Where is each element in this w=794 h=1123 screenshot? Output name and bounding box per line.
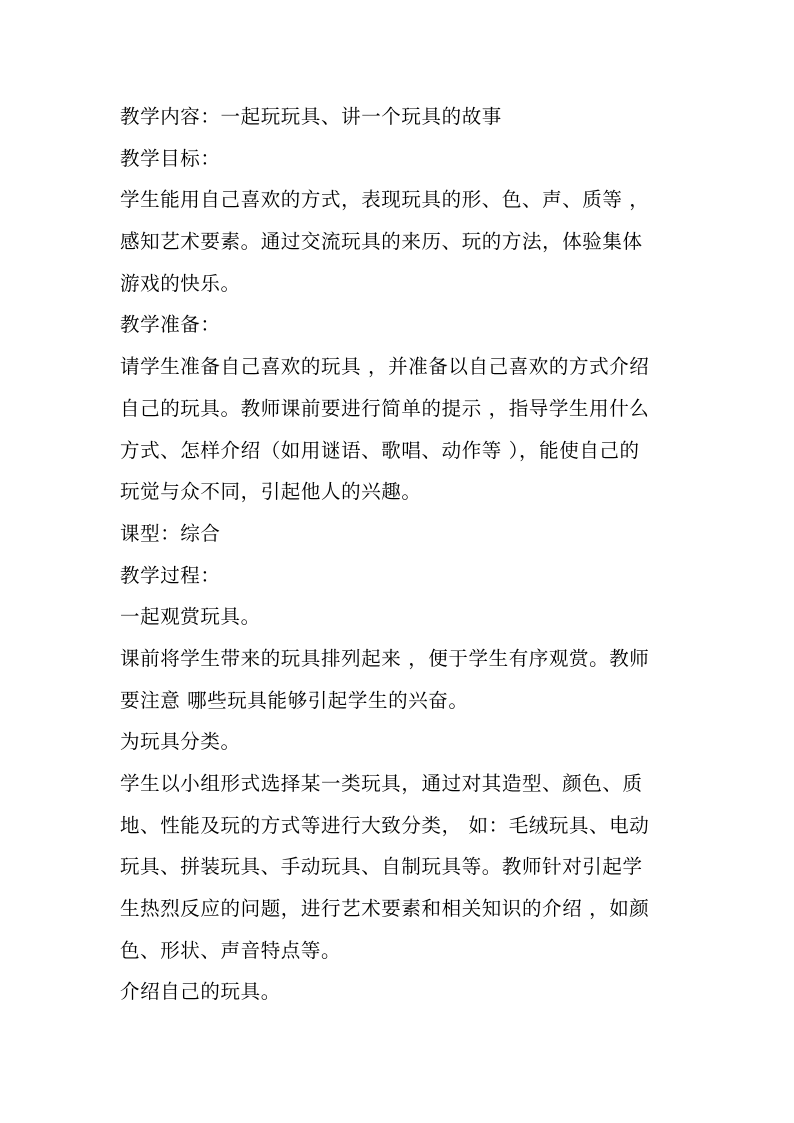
process-heading: 教学过程： bbox=[120, 563, 221, 587]
paragraph-line: 感知艺术要素。通过交流玩具的来历、玩的方法，体验集体 bbox=[120, 230, 643, 254]
objective-heading: 教学目标： bbox=[120, 146, 221, 170]
paragraph-line: 游戏的快乐。 bbox=[120, 271, 241, 295]
paragraph-line: 地、性能及玩的方式等进行大致分类， 如：毛绒玩具、电动 bbox=[120, 813, 650, 837]
paragraph-line: 课前将学生带来的玩具排列起来 ，便于学生有序观赏。教师 bbox=[120, 646, 650, 670]
paragraph-line: 要注意 哪些玩具能够引起学生的兴奋。 bbox=[120, 688, 469, 712]
paragraph-line: 方式、怎样介绍（如用谜语、歌唱、动作等 ），能使自己的 bbox=[120, 438, 640, 462]
lesson-type: 课型：综合 bbox=[120, 521, 221, 545]
paragraph-line: 自己的玩具。教师课前要进行简单的提示 ，指导学生用什么 bbox=[120, 396, 650, 420]
step-heading: 一起观赏玩具。 bbox=[120, 605, 261, 629]
paragraph-line: 学生以小组形式选择某一类玩具，通过对其造型、颜色、质 bbox=[120, 772, 643, 795]
document-page bbox=[120, 96, 680, 1013]
paragraph-line: 色、形状、声音特点等。 bbox=[120, 938, 342, 962]
paragraph-line: 生热烈反应的问题，进行艺术要素和相关知识的介绍 ，如颜 bbox=[120, 897, 650, 921]
paragraph-line: 玩具、拼装玩具、手动玩具、自制玩具等。教师针对引起学 bbox=[120, 855, 643, 879]
content-heading: 教学内容：一起玩玩具、讲一个玩具的故事 bbox=[120, 105, 502, 128]
paragraph-line: 请学生准备自己喜欢的玩具 ，并准备以自己喜欢的方式介绍 bbox=[120, 355, 650, 379]
preparation-heading: 教学准备： bbox=[120, 313, 221, 337]
paragraph-line: 玩觉与众不同，引起他人的兴趣。 bbox=[120, 480, 422, 504]
step-heading: 为玩具分类。 bbox=[120, 730, 241, 754]
step-heading: 介绍自己的玩具。 bbox=[120, 980, 281, 1004]
paragraph-line: 学生能用自己喜欢的方式，表现玩具的形、色、声、质等 ， bbox=[120, 188, 650, 212]
